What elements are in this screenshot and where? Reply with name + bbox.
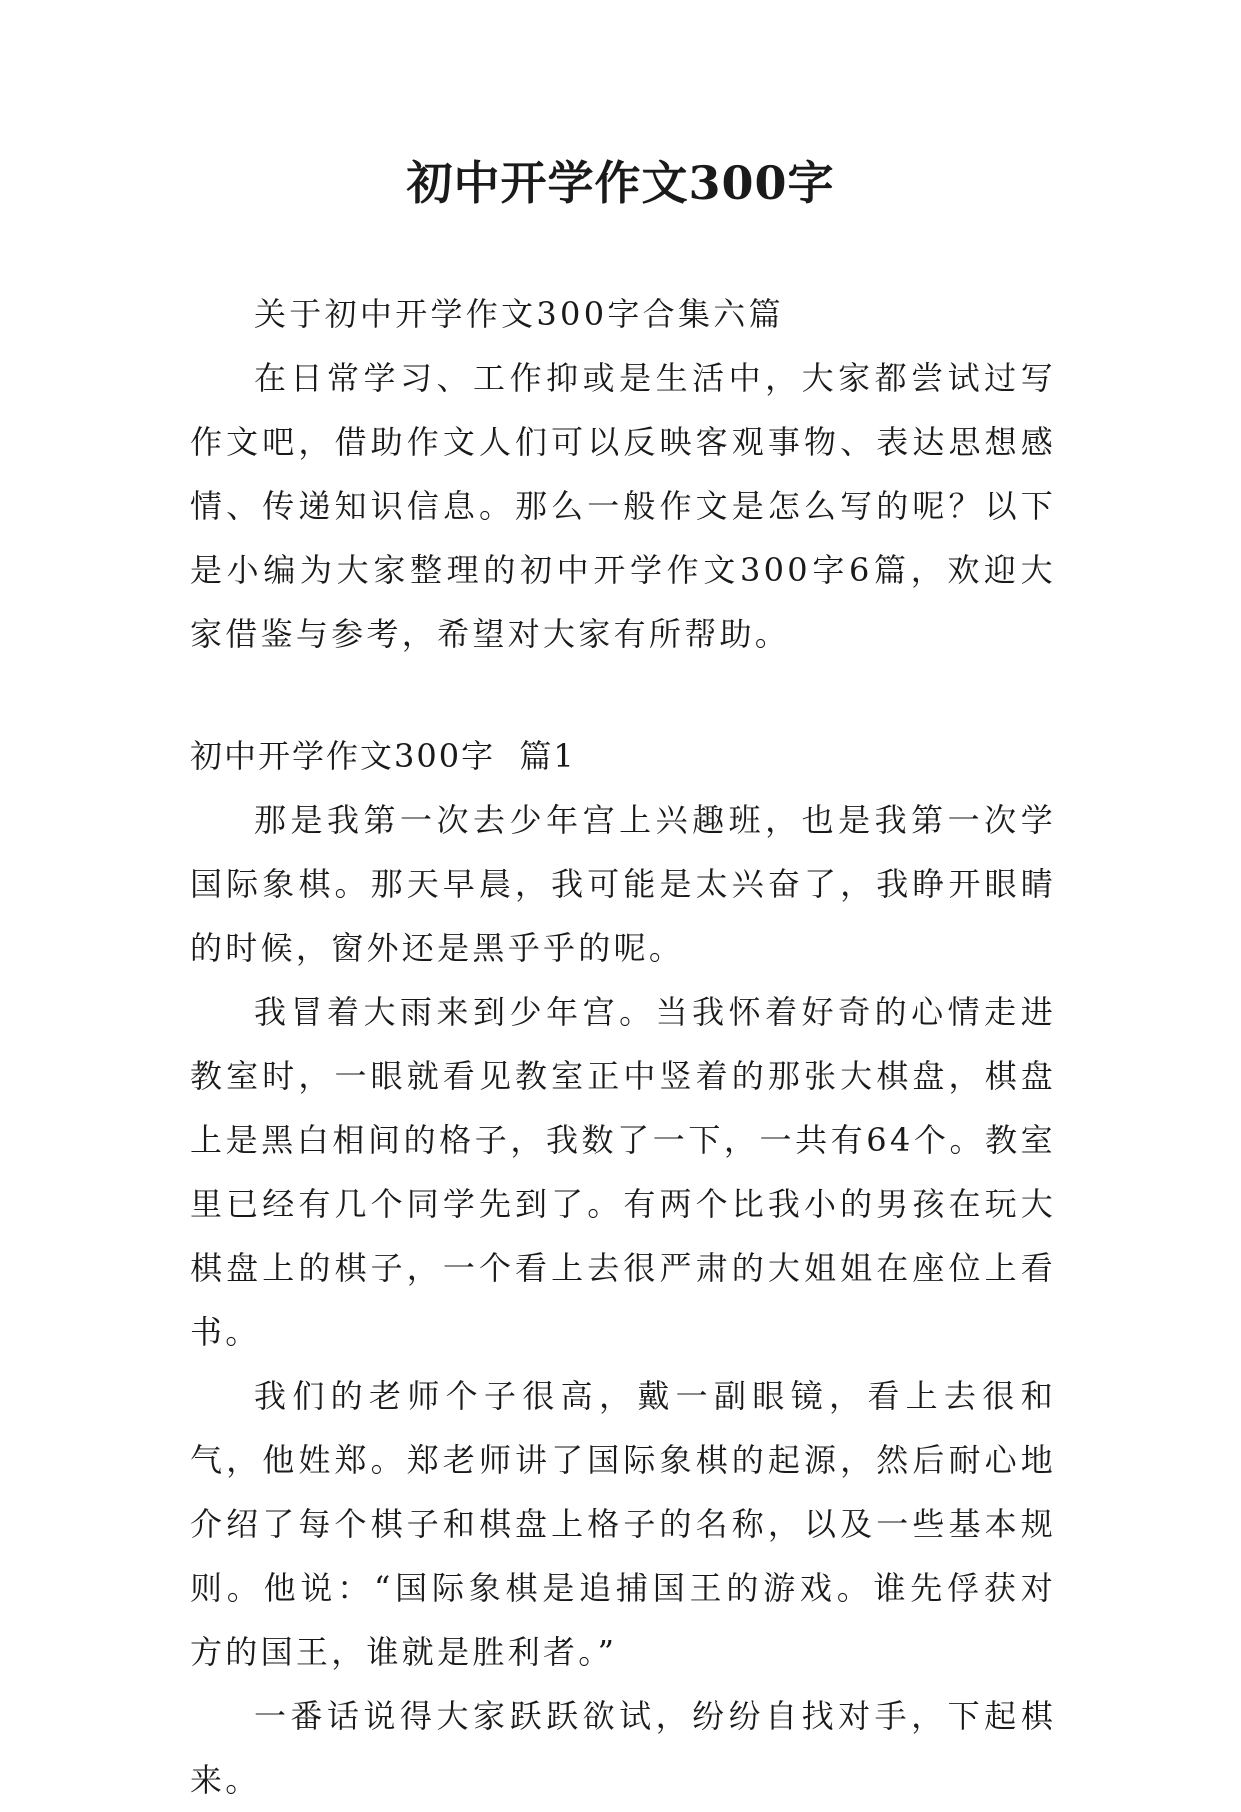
section-spacer [190, 666, 1056, 724]
body-paragraph: 我冒着大雨来到少年宫。当我怀着好奇的心情走进教室时，一眼就看见教室正中竖着的那张大棋盘，棋盘上是黑白相间的格子，我数了一下，一共有64个。教室里已经有几个同学先到了。有两个比我小的男孩在玩大棋盘上的棋子，一个看上去很严肃的大姐姐在座位上看书。 [190, 993, 1056, 1351]
section-heading: 初中开学作文300字 篇1 [190, 737, 576, 775]
body-paragraph: 一番话说得大家跃跃欲试，纷纷自找对手，下起棋来。 [190, 1697, 1056, 1799]
document-title: 初中开学作文300字 [406, 156, 835, 210]
subtitle: 关于初中开学作文300字合集六篇 [254, 295, 784, 333]
body-paragraph: 那是我第一次去少年宫上兴趣班，也是我第一次学国际象棋。那天早晨，我可能是太兴奋了，我睁开眼睛的时候，窗外还是黑乎乎的呢。 [190, 801, 1056, 967]
body-paragraph: 我们的老师个子很高，戴一副眼镜，看上去很和气，他姓郑。郑老师讲了国际象棋的起源，然后耐心地介绍了每个棋子和棋盘上格子的名称，以及一些基本规则。他说：“国际象棋是追捕国王的游戏。谁先俘获对方的国王，谁就是胜利者。” [190, 1377, 1056, 1671]
document-body [190, 282, 1056, 1812]
intro-paragraph: 在日常学习、工作抑或是生活中，大家都尝试过写作文吧，借助作文人们可以反映客观事物、表达思想感情、传递知识信息。那么一般作文是怎么写的呢？以下是小编为大家整理的初中开学作文300字6篇，欢迎大家借鉴与参考，希望对大家有所帮助。 [190, 359, 1056, 653]
